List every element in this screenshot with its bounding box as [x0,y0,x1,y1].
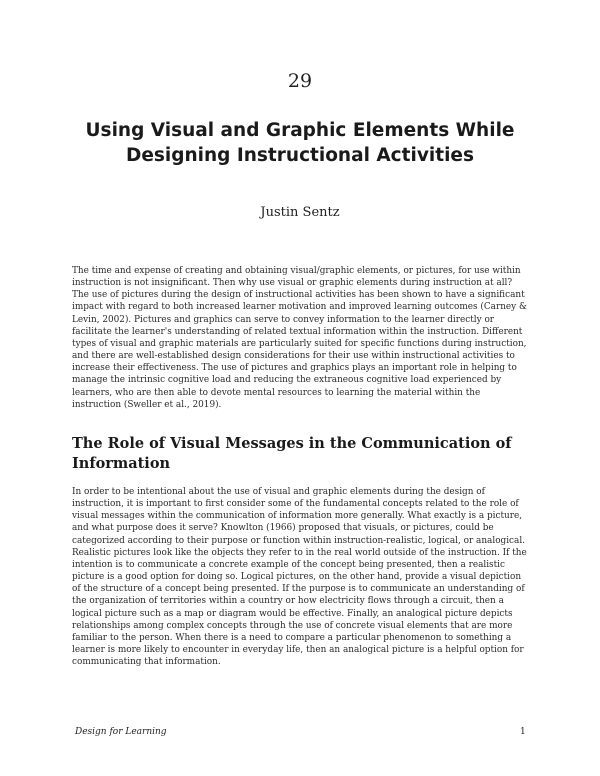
intro-paragraph: The time and expense of creating and obtaining visual/graphic elements, or pictures, for use within instruction is not insignificant. Then why use visual or graphic elements during instruction at all? The use of pictures during the design of instructional activities has been shown to have a significant impact with regard to both increased learner motivation and improved learning outcomes (Carney & Levin, 2002). Pictures and graphics can serve to convey information to the learner directly or facilitate the learner's understanding of related textual information within the instruction. Different types of visual and graphic materials are particularly suited for specific functions during instruction, and there are well-established design considerations for their use within instructional activities to increase their effectiveness. The use of pictures and graphics plays an important role in helping to manage the intrinsic cognitive load and reducing the extraneous cognitive load experienced by learners, who are then able to devote mental resources to learning the material within the instruction (Sweller et al., 2019). [72,266,527,410]
author-name: Justin Sentz [260,205,340,220]
footer-book-title: Design for Learning [75,727,167,737]
footer-page-number: 1 [520,727,526,737]
chapter-title [40,118,560,168]
chapter-title-line-1: Using Visual and Graphic Elements While [85,120,515,141]
section-paragraph: In order to be intentional about the use of visual and graphic elements during the design of instruction, it is important to first consider some of the fundamental concepts related to the role of visual messages within the communication of information more generally. What exactly is a picture, and what purpose does it serve? Knowlton (1966) proposed that visuals, or pictures, could be categorized according to their purpose or function within instruction-realistic, logical, or analogical. Realistic pictures look like the objects they refer to in the real world outside of the instruction. If the intention is to communicate a concrete example of the concept being presented, then a realistic picture is a good option for doing so. Logical pictures, on the other hand, provide a visual depiction of the structure of a concept being presented. If the purpose is to communicate an understanding of the organization of territories within a country or how electricity flows through a circuit, then a logical picture such as a map or diagram would be effective. Finally, an analogical picture depicts relationships among complex concepts through the use of concrete visual elements that are more familiar to the person. When there is a need to compare a particular phenomenon to something a learner is more likely to encounter in everyday life, then an analogical picture is a helpful option for communicating that information. [72,487,527,668]
section-heading: The Role of Visual Messages in the Communication of Information [72,435,512,472]
chapter-title-line-2: Designing Instructional Activities [126,145,474,166]
chapter-number: 29 [287,70,313,92]
